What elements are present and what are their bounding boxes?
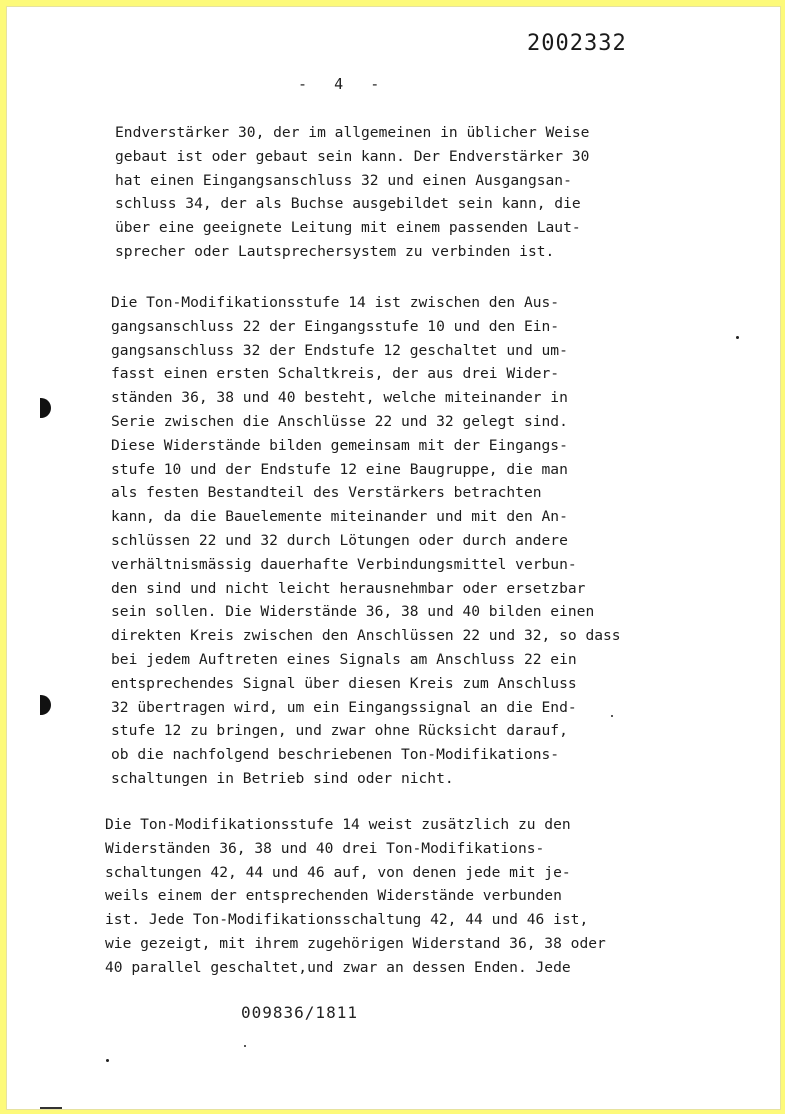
scan-speck: [611, 715, 613, 717]
body-paragraph-3: Die Ton-Modifikationsstufe 14 weist zusätzlich zu den Widerständen 36, 38 und 40 drei Ton-Modifikations- schaltungen 42, 44 und 46 auf, von denen jede mit je- weils einem der entsprechenden Widerstände verbunden ist. Jede Ton-Modifikationsschaltung 42, 44 und 46 ist, wie gezeigt, mit ihrem zugehörigen Widerstand 36, 38 oder 40 parallel geschaltet,und zwar an dessen Enden. Jede: [105, 816, 606, 976]
footer-code: 009836/1811: [241, 1003, 358, 1022]
body-paragraph-1: Endverstärker 30, der im allgemeinen in üblicher Weise gebaut ist oder gebaut sein kann. Der Endverstärker 30 hat einen Eingangsanschluss 32 und einen Ausgangsan- schluss 34, der als Buchse ausgebildet sein kann, die über eine geeignete Leitung mit einem passenden Laut- sprecher oder Lautsprechersystem zu verbinden ist.: [115, 124, 590, 260]
document-page: [6, 6, 781, 1110]
document-number: 2002332: [527, 31, 627, 56]
scan-speck: [106, 1059, 109, 1062]
punch-hole-mark: [40, 398, 51, 418]
body-paragraph-2: Die Ton-Modifikationsstufe 14 ist zwischen den Aus- gangsanschluss 22 der Eingangsstufe 10 und den Ein- gangsanschluss 32 der Endstufe 12 geschaltet und um- fasst einen ersten Schaltkreis, der aus drei Wider- ständen 36, 38 und 40 besteht, welche miteinander in Serie zwischen die Anschlüsse 22 und 32 gelegt sind. Diese Widerstände bilden gemeinsam mit der Eingangs- stufe 10 und der Endstufe 12 eine Baugruppe, die man als festen Bestandteil des Verstärkers betrachten kann, da die Bauelemente miteinander und mit den An- schlüssen 22 und 32 durch Lötungen oder durch andere verhältnismässig dauerhafte Verbindungsmittel verbun- den sind und nicht leicht herausnehmbar oder ersetzbar sein sollen. Die Widerstände 36, 38 und 40 bilden einen direkten Kreis zwischen den Anschlüssen 22 und 32, so dass bei jedem Auftreten eines Signals am Anschluss 22 ein entsprechendes Signal über diesen Kreis zum Anschluss 32 übertragen wird, um ein Eingangssignal an die End- stufe 12 zu bringen, und zwar ohne Rücksicht darauf, ob die nachfolgend beschriebenen Ton-Modifikations- schaltungen in Betrieb sind oder nicht.: [111, 294, 621, 787]
page-number: - 4 -: [298, 75, 380, 93]
punch-hole-mark: [40, 695, 51, 715]
scan-speck: [244, 1045, 246, 1047]
scan-speck: [736, 336, 739, 339]
scan-dash-mark: [40, 1107, 62, 1109]
